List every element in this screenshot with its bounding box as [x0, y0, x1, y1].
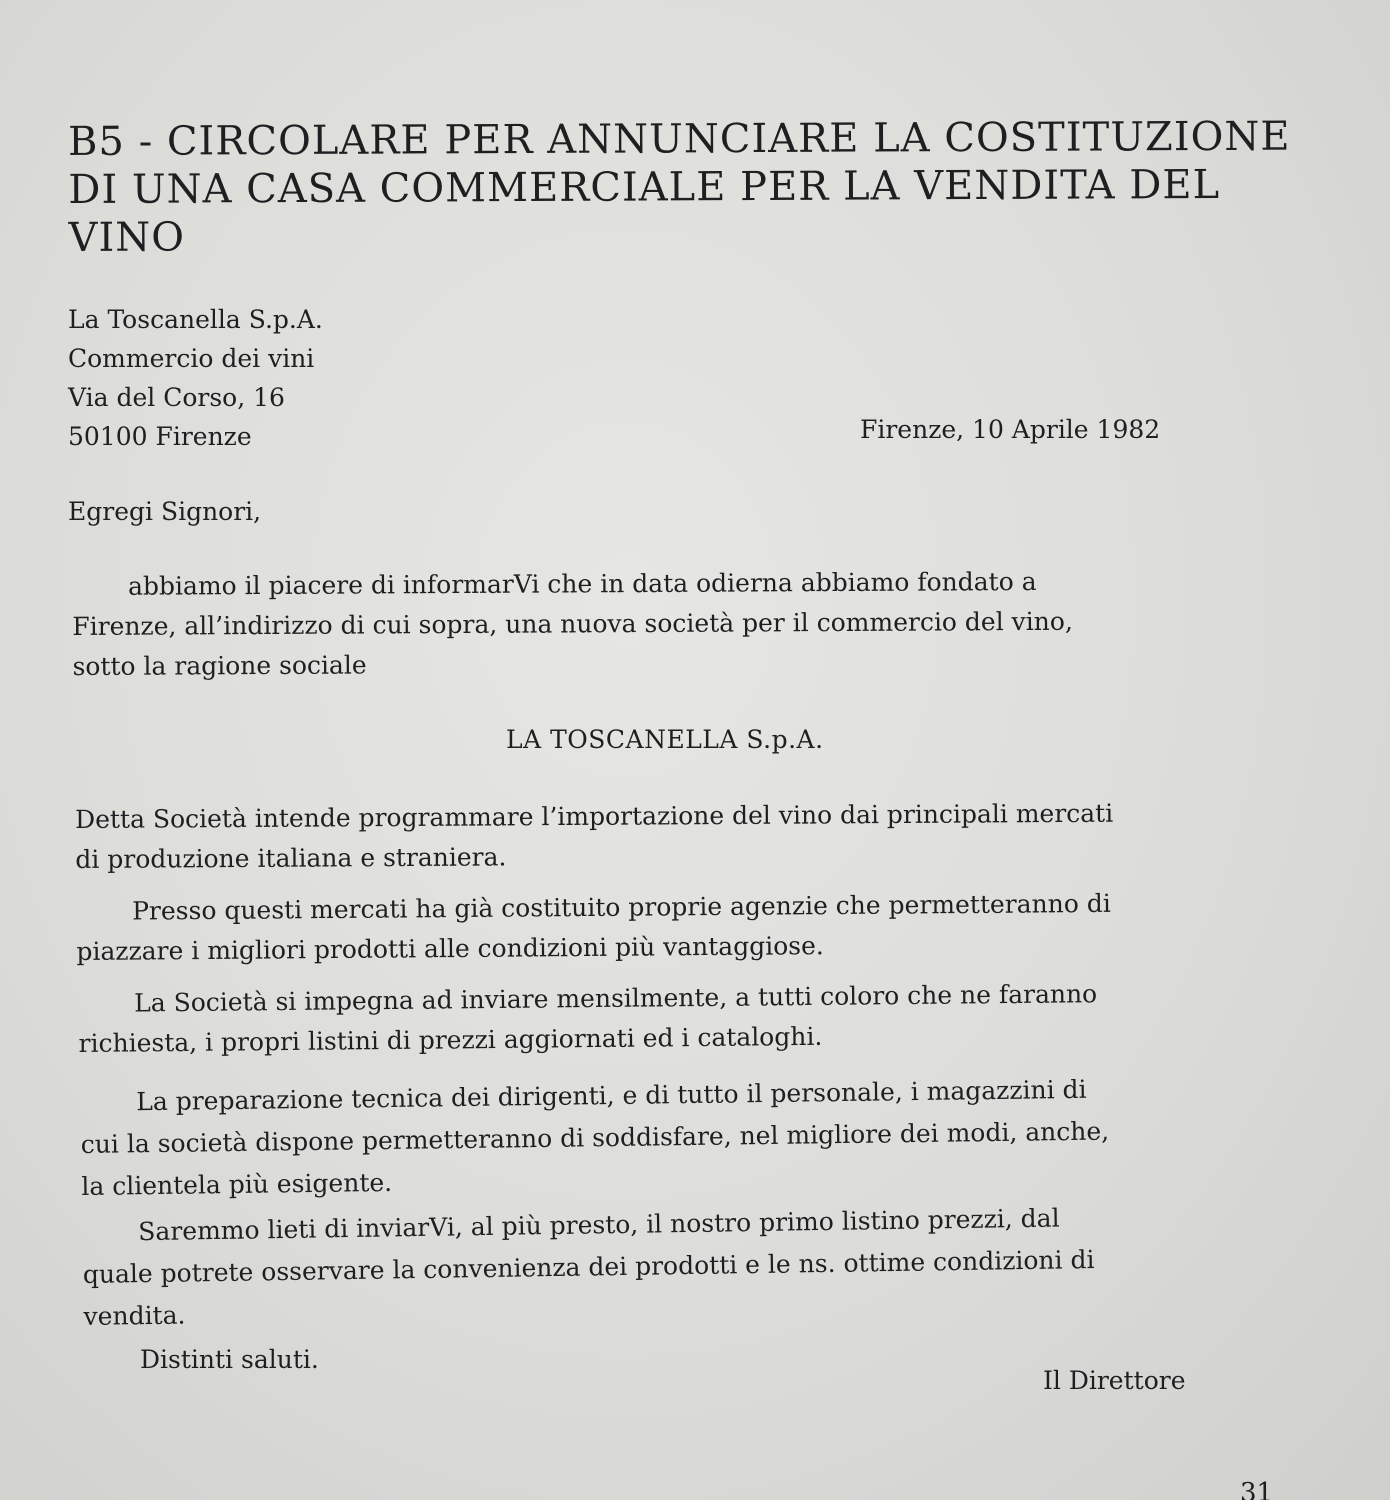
paragraph-import	[75, 794, 1114, 880]
paragraph-line: abbiamo il piacere di informarVi che in data odierna abbiamo fondato a	[128, 566, 1037, 601]
page-number: 31	[1240, 1478, 1274, 1500]
paragraph-line: quale potrete osservare la convenienza dei prodotti e le ns. ottime condizioni di	[82, 1244, 1095, 1289]
paragraph-announcement	[72, 562, 1073, 687]
paragraph-line: La preparazione tecnica dei dirigenti, e di tutto il personale, i magazzini di	[136, 1074, 1087, 1117]
paragraph-line: di produzione italiana e straniera.	[75, 842, 507, 874]
paragraph-agencies	[76, 884, 1111, 972]
paragraph-line: Saremmo lieti di inviarVi, al più presto, il nostro primo listino prezzi, dal	[138, 1203, 1060, 1247]
title-line: B5 - CIRCOLARE PER ANNUNCIARE LA COSTITUZIONE	[68, 113, 1291, 165]
letter-date: Firenze, 10 Aprile 1982	[860, 415, 1161, 444]
paragraph-line: richiesta, i propri listini di prezzi aggiornati ed i cataloghi.	[78, 1021, 823, 1058]
salutation: Egregi Signori,	[68, 497, 262, 526]
paragraph-price-list	[82, 1197, 1095, 1338]
letter-title	[68, 113, 1291, 262]
paragraph-line: piazzare i migliori prodotti alle condizioni più vantaggiose.	[76, 931, 824, 966]
paragraph-line: sotto la ragione sociale	[72, 650, 367, 681]
sender-address	[68, 300, 323, 456]
sender-activity: Commercio dei vini	[68, 344, 315, 373]
company-name: LA TOSCANELLA S.p.A.	[506, 725, 824, 754]
title-line: VINO	[68, 214, 186, 261]
paragraph-staff	[80, 1069, 1110, 1208]
paragraph-line: Detta Società intende programmare l’importazione del vino dai principali mercati	[75, 798, 1114, 834]
signature: Il Direttore	[1043, 1366, 1186, 1395]
title-line: DI UNA CASA COMMERCIALE PER LA VENDITA DEL	[68, 161, 1221, 213]
paragraph-line: Firenze, all’indirizzo di cui sopra, una nuova società per il commercio del vino,	[72, 606, 1073, 641]
paragraph-line: Presso questi mercati ha già costituito proprie agenzie che permetteranno di	[132, 888, 1111, 926]
sender-city: 50100 Firenze	[68, 422, 252, 451]
closing-greeting: Distinti saluti.	[140, 1345, 319, 1374]
paragraph-line: cui la società dispone permetteranno di soddisfare, nel migliore dei modi, anche,	[80, 1116, 1110, 1159]
sender-name: La Toscanella S.p.A.	[68, 305, 323, 334]
paragraph-line: la clientela più esigente.	[81, 1167, 393, 1201]
paragraph-line: vendita.	[83, 1300, 186, 1331]
sender-street: Via del Corso, 16	[68, 383, 285, 412]
paragraph-catalogues	[78, 974, 1098, 1064]
paragraph-line: La Società si impegna ad inviare mensilmente, a tutti coloro che ne faranno	[134, 979, 1098, 1018]
